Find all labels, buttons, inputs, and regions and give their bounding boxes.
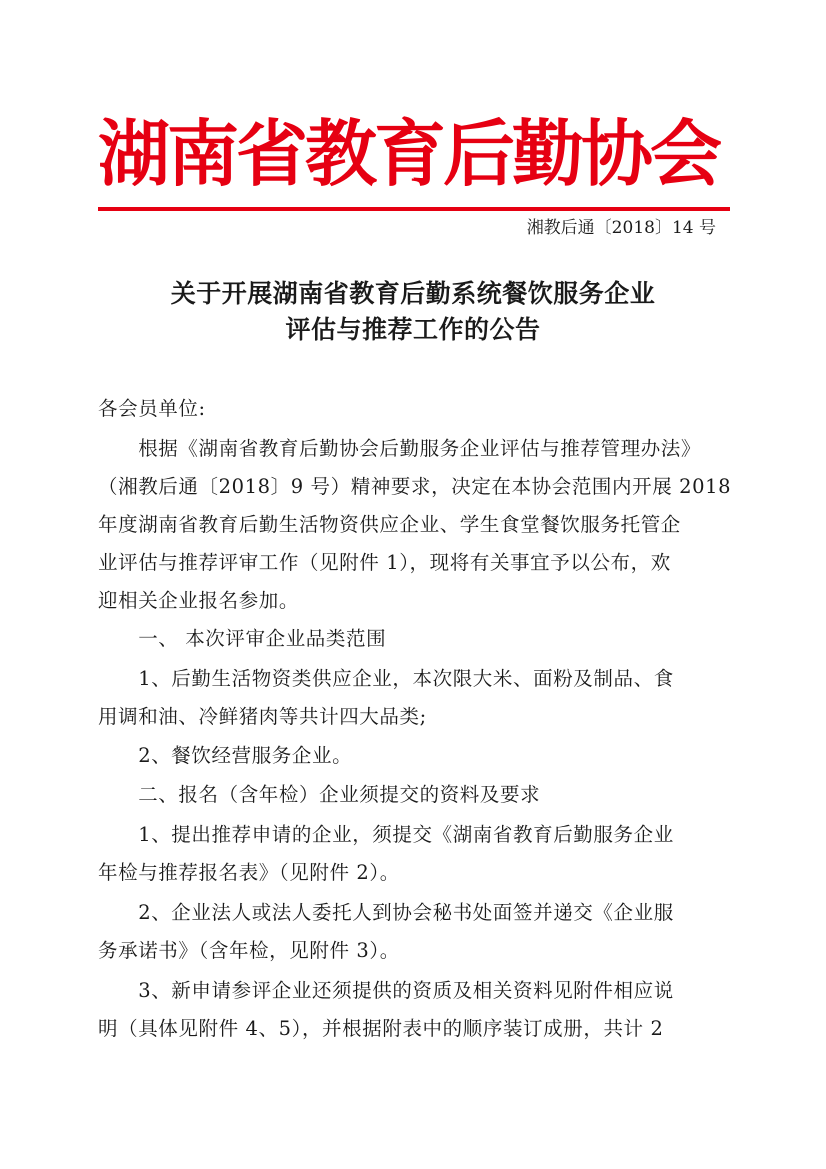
body-line: 2、企业法人或法人委托人到协会秘书处面签并递交《企业服 (98, 901, 674, 924)
document-number: 湘教后通〔2018〕14 号 (526, 218, 716, 238)
body-line: （湘教后通〔2018〕9 号）精神要求，决定在本协会范围内开展 2018 (98, 475, 732, 498)
body-line: 迎相关企业报名参加。 (98, 589, 300, 612)
document-title-line-1: 关于开展湖南省教育后勤系统餐饮服务企业 (170, 279, 656, 308)
salutation: 各会员单位: (98, 397, 206, 420)
document-title-line-2: 评估与推荐工作的公告 (285, 315, 541, 344)
body-line: 1、提出推荐申请的企业，须提交《湖南省教育后勤服务企业 (98, 823, 674, 846)
body-line: 年检与推荐报名表》（见附件 2）。 (98, 861, 400, 884)
body-line: 根据《湖南省教育后勤协会后勤服务企业评估与推荐管理办法》 (98, 437, 702, 460)
body-line: 明（具体见附件 4、5），并根据附表中的顺序装订成册，共计 2 (98, 1017, 664, 1040)
body-line: 务承诺书》（含年检，见附件 3）。 (98, 939, 400, 962)
body-line: 3、新申请参评企业还须提供的资质及相关资料见附件相应说 (98, 979, 674, 1002)
section-heading-2: 二、报名（含年检）企业须提交的资料及要求 (98, 783, 541, 806)
section-heading-1: 一、 本次评审企业品类范围 (98, 627, 387, 650)
body-line: 1、后勤生活物资类供应企业，本次限大米、面粉及制品、食 (98, 667, 674, 690)
organization-masthead: 湖南省教育后勤协会 (98, 112, 720, 196)
body-line: 2、餐饮经营服务企业。 (98, 744, 353, 767)
body-line: 用调和油、冷鲜猪肉等共计四大品类; (98, 705, 427, 728)
masthead-red-rule (98, 207, 730, 211)
body-line: 年度湖南省教育后勤生活物资供应企业、学生食堂餐饮服务托管企 (98, 513, 681, 536)
body-line: 业评估与推荐评审工作（见附件 1），现将有关事宜予以公布，欢 (98, 551, 671, 574)
